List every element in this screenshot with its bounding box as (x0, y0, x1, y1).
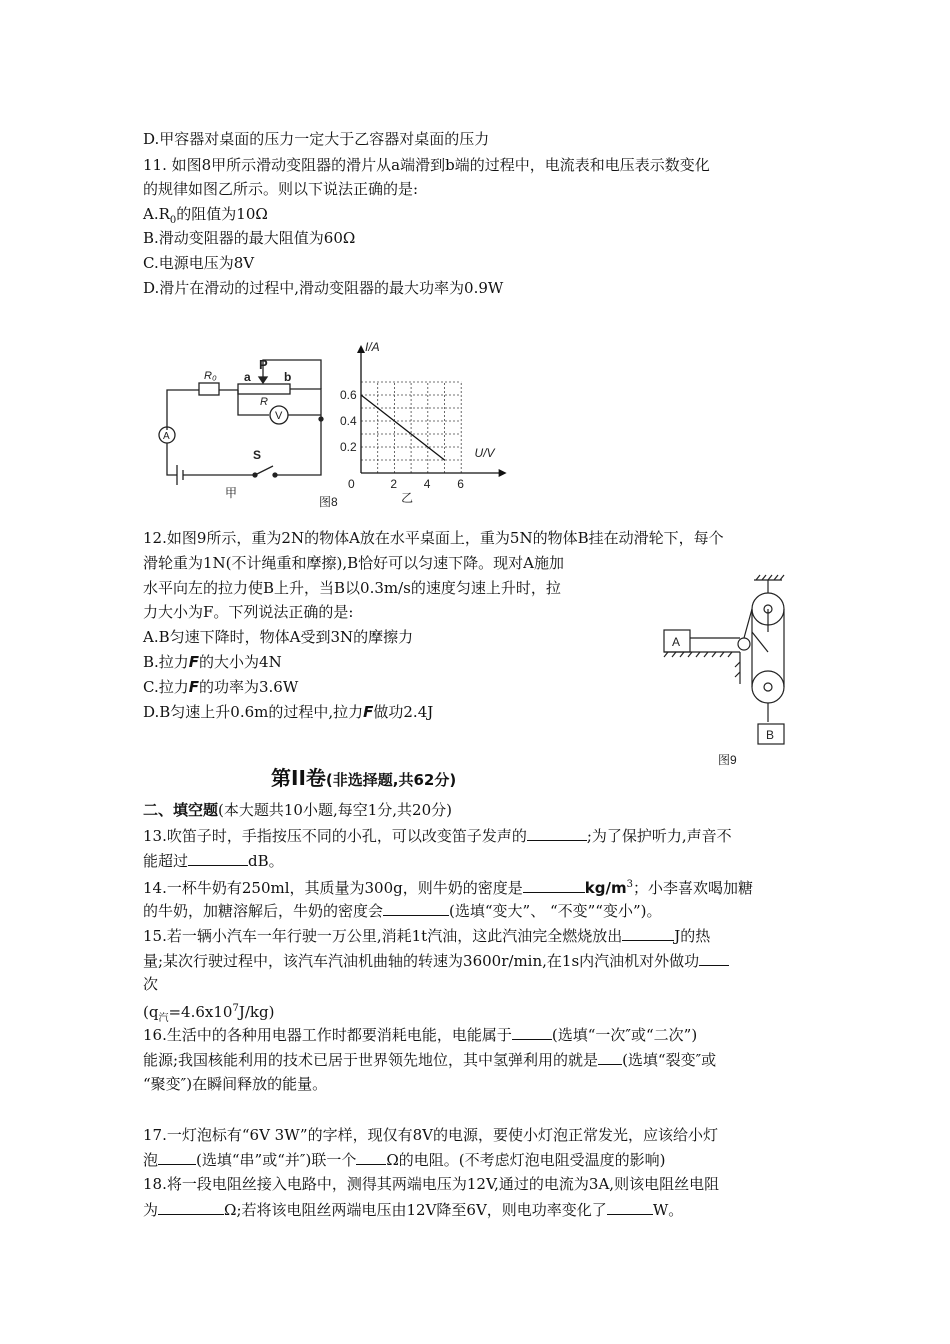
q12-option-b: B.拉力F的大小为4N (143, 653, 282, 671)
origin-label: 0 (348, 477, 355, 491)
y-axis-arrow (357, 345, 365, 353)
q13-blank-1[interactable] (527, 825, 587, 841)
slide-rheostat (238, 384, 290, 394)
q17-blank-1[interactable] (158, 1149, 196, 1165)
q12-line3: 水平向左的拉力使B上升，当B以0.3m/s的速度匀速上升时，拉 (143, 579, 561, 597)
q11-stem-line1: 11. 如图8甲所示滑动变阻器的滑片从a端滑到b端的过程中，电流表和电压表示数变化 (143, 156, 710, 174)
label-v: V (275, 410, 283, 422)
figure-8 (143, 335, 533, 515)
q18-line2: 为 Ω;若将该电阻丝两端电压由12V降至6V，则电功率变化了 W。 (143, 1201, 684, 1219)
edge-pulley (738, 638, 750, 650)
q17-line2: 泡 (选填“串”或“并″)联一个 Ω的电阻。(不考虑灯泡电阻受温度的影响) (143, 1151, 666, 1169)
q11-option-b: B.滑动变阻器的最大阻值为60Ω (143, 229, 356, 247)
q13-line2: 能超过 dB。 (143, 852, 284, 870)
label-ammeter: A (163, 431, 170, 442)
q14-blank-1[interactable] (523, 877, 585, 893)
q15-line1: 15.若一辆小汽车一年行驶一万公里,消耗1t汽油，这此汽油完全燃烧放出 J的热 (143, 927, 711, 945)
q14-blank-2[interactable] (383, 900, 449, 916)
graph-yi (340, 340, 507, 505)
q16-blank-1[interactable] (512, 1024, 552, 1040)
q12-option-a: A.B匀速下降时，物体A受到3N的摩擦力 (143, 628, 414, 646)
q12-line2: 滑轮重为1N(不计绳重和摩擦),B恰好可以匀速下降。现对A施加 (143, 554, 564, 572)
x-axis-label: U/V (474, 446, 495, 460)
y-tick-label: 0.4 (340, 414, 357, 428)
label-block-a: A (672, 635, 681, 649)
x-tick-label: 2 (390, 477, 398, 491)
resistor-r0 (199, 383, 219, 395)
x-axis-arrow (499, 469, 507, 477)
data-line-i-u (361, 395, 445, 460)
figure-9 (660, 572, 810, 772)
q18-line1: 18.将一段电阻丝接入电路中，测得其两端电压为12V,通过的电流为3A,则该电阻丝电阻 (143, 1175, 720, 1193)
label-r: R (260, 396, 268, 408)
label-jia: 甲 (225, 486, 238, 500)
figure-8-caption: 图8 (319, 495, 338, 509)
q10-option-d: D.甲容器对桌面的压力一定大于乙容器对桌面的压力 (143, 130, 490, 148)
q14-line1: 14.一杯牛奶有250ml，其质量为300g，则牛奶的密度是 $kg/m^3$；小李喜欢喝加糖 (143, 879, 753, 897)
q12-option-d: D.B匀速上升0.6m的过程中,拉力F做功2.4J (143, 703, 434, 721)
label-b: b (284, 370, 292, 384)
q16-line1: 16.生活中的各种用电器工作时都要消耗电能，电能属于 (选填“一次″或“二次”) (143, 1026, 698, 1044)
x-tick-label: 6 (457, 477, 464, 491)
q12-line1: 12.如图9所示，重为2N的物体A放在水平桌面上，重为5N的物体B挂在动滑轮下，每个 (143, 529, 724, 547)
q15-line3: 次 (143, 975, 159, 993)
q18-blank-1[interactable] (158, 1199, 224, 1215)
figure-9-svg (660, 572, 810, 772)
q11-option-c: C.电源电压为8V (143, 254, 255, 272)
label-p: P (259, 357, 268, 372)
q11-option-d: D.滑片在滑动的过程中,滑动变阻器的最大功率为0.9W (143, 279, 504, 297)
section-2-heading: 二、填空题(本大题共10小题,每空1分,共20分) (143, 801, 452, 819)
q16-blank-2[interactable] (598, 1049, 622, 1065)
part-2-title: 第II卷(非选择题,共62分) (271, 766, 457, 790)
q15-blank-2[interactable] (699, 950, 729, 966)
ceiling-hatch (756, 575, 784, 580)
q16-line3: “聚变″)在瞬间释放的能量。 (143, 1075, 328, 1093)
table-hatch (664, 652, 740, 677)
label-s: S (253, 448, 262, 462)
y-tick-label: 0.2 (340, 440, 357, 454)
label-block-b: B (766, 728, 775, 742)
q12-option-c: C.拉力F的功率为3.6W (143, 678, 299, 696)
q13-blank-2[interactable] (188, 850, 248, 866)
q14-line2: 的牛奶，加糖溶解后，牛奶的密度会 (选填“变大”、 “不变”“变小”)。 (143, 902, 662, 920)
figure-8-svg (143, 335, 533, 515)
q16-line2: 能源;我国核能利用的技术已居于世界领先地位，其中氢弹利用的就是 (选填“裂变″或 (143, 1051, 717, 1069)
q13-line1: 13.吹笛子时，手指按压不同的小孔，可以改变笛子发声的 ;为了保护听力,声音不 (143, 827, 732, 845)
y-axis-label: I/A (365, 340, 380, 354)
figure-9-caption: 图9 (718, 753, 737, 767)
q15-line2: 量;某次行驶过程中，该汽车汽油机曲轴的转速为3600r/min,在1s内汽油机对外做功 (143, 950, 729, 971)
q11-stem-line2: 的规律如图乙所示。则以下说法正确的是: (143, 180, 419, 198)
q18-blank-2[interactable] (607, 1199, 653, 1215)
q15-blank-1[interactable] (622, 925, 674, 941)
x-tick-label: 4 (423, 477, 431, 491)
movable-pulley (752, 671, 784, 703)
q17-blank-2[interactable] (356, 1149, 386, 1165)
y-tick-label: 0.6 (340, 388, 357, 402)
q17-line1: 17.一灯泡标有“6V 3W”的字样，现仅有8V的电源，要使小灯泡正常发光，应该给小灯 (143, 1126, 718, 1144)
q15-line4: $(q_汽=4.6x10^7J/kg)$ (143, 1003, 275, 1024)
switch-s (255, 466, 273, 475)
q11-option-a: $A.R_0$的阻值为10Ω (143, 205, 268, 226)
graph-yi-label: 乙 (401, 491, 414, 505)
circuit-diagram (159, 360, 323, 485)
label-a: a (244, 370, 251, 384)
label-r0: R₀ (204, 370, 217, 382)
q12-line4: 力大小为F。下列说法正确的是: (143, 603, 354, 621)
